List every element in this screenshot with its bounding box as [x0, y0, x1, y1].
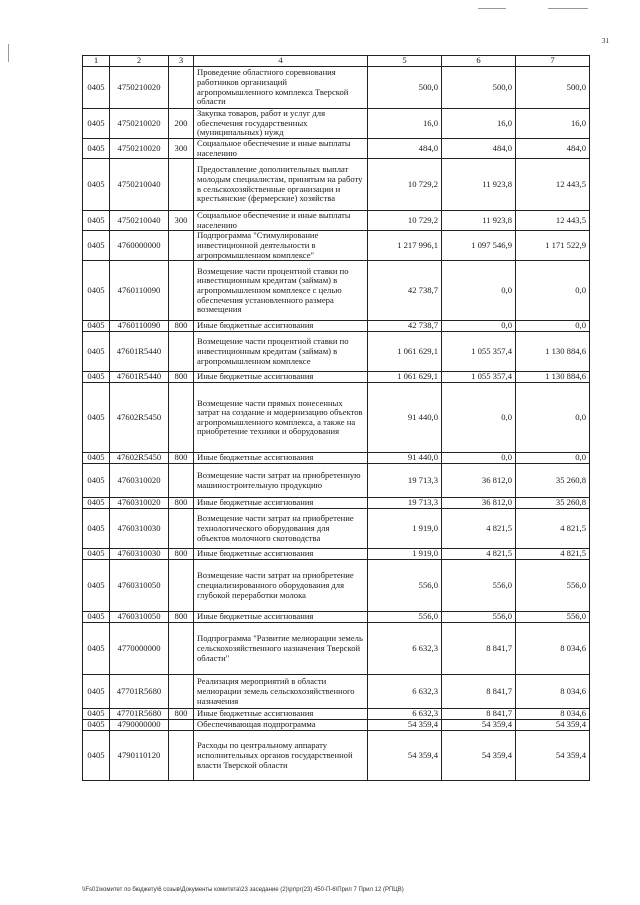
amount-col5: 556,0 — [368, 560, 442, 612]
amount-col7: 12 443,5 — [516, 159, 590, 211]
expense-type-code: 300 — [169, 211, 194, 231]
target-code: 4760310030 — [110, 549, 169, 560]
table-row — [83, 623, 590, 675]
item-name: Возмещение части затрат на приобретенную машиностроительную продукцию — [194, 464, 368, 498]
amount-col7: 484,0 — [516, 138, 590, 158]
amount-col7: 0,0 — [516, 321, 590, 332]
expense-type-code — [169, 332, 194, 372]
amount-col5: 6 632,3 — [368, 675, 442, 709]
amount-col6: 16,0 — [442, 109, 516, 139]
section-code: 0405 — [83, 623, 110, 675]
amount-col6: 0,0 — [442, 383, 516, 453]
budget-table — [82, 55, 590, 781]
item-name: Возмещение части процентной ставки по инвестиционным кредитам (займам) в агропромышленном комплексе — [194, 332, 368, 372]
target-code: 4760110090 — [110, 321, 169, 332]
expense-type-code — [169, 464, 194, 498]
amount-col7: 35 260,8 — [516, 464, 590, 498]
expense-type-code: 800 — [169, 709, 194, 720]
item-name: Реализация мероприятий в области мелиорации земель сельскохозяйственного назначения — [194, 675, 368, 709]
expense-type-code — [169, 231, 194, 261]
item-name: Подпрограмма "Развитие мелиорации земель сельскохозяйственного назначения Тверской области" — [194, 623, 368, 675]
target-code: 4760310020 — [110, 464, 169, 498]
target-code: 4760310020 — [110, 498, 169, 509]
amount-col6: 0,0 — [442, 321, 516, 332]
section-code: 0405 — [83, 560, 110, 612]
section-code: 0405 — [83, 498, 110, 509]
amount-col5: 484,0 — [368, 138, 442, 158]
item-name: Закупка товаров, работ и услуг для обеспечения государственных (муниципальных) нужд — [194, 109, 368, 139]
amount-col5: 1 919,0 — [368, 509, 442, 549]
target-code: 4760000000 — [110, 231, 169, 261]
item-name: Иные бюджетные ассигнования — [194, 453, 368, 464]
table-row — [83, 498, 590, 509]
table-row — [83, 675, 590, 709]
table-row — [83, 560, 590, 612]
item-name: Иные бюджетные ассигнования — [194, 612, 368, 623]
expense-type-code: 200 — [169, 109, 194, 139]
amount-col6: 8 841,7 — [442, 675, 516, 709]
amount-col7: 8 034,6 — [516, 675, 590, 709]
expense-type-code: 800 — [169, 498, 194, 509]
section-code: 0405 — [83, 261, 110, 321]
table-row — [83, 709, 590, 720]
amount-col7: 8 034,6 — [516, 709, 590, 720]
amount-col7: 0,0 — [516, 453, 590, 464]
column-number-row — [83, 56, 590, 67]
page-number: 31 — [602, 37, 609, 45]
table-row — [83, 549, 590, 560]
amount-col7: 8 034,6 — [516, 623, 590, 675]
target-code: 4750210020 — [110, 109, 169, 139]
item-name: Иные бюджетные ассигнования — [194, 709, 368, 720]
table-row — [83, 67, 590, 109]
target-code: 47602R5450 — [110, 383, 169, 453]
amount-col5: 10 729,2 — [368, 159, 442, 211]
amount-col6: 11 923,8 — [442, 159, 516, 211]
section-code: 0405 — [83, 731, 110, 781]
item-name: Иные бюджетные ассигнования — [194, 498, 368, 509]
item-name: Иные бюджетные ассигнования — [194, 372, 368, 383]
expense-type-code — [169, 731, 194, 781]
expense-type-code — [169, 67, 194, 109]
amount-col6: 484,0 — [442, 138, 516, 158]
amount-col5: 91 440,0 — [368, 383, 442, 453]
target-code: 47602R5450 — [110, 453, 169, 464]
amount-col6: 36 812,0 — [442, 464, 516, 498]
expense-type-code — [169, 623, 194, 675]
item-name: Подпрограмма "Стимулирование инвестиционной деятельности в агропромышленном комплексе" — [194, 231, 368, 261]
amount-col5: 19 713,3 — [368, 464, 442, 498]
amount-col5: 10 729,2 — [368, 211, 442, 231]
target-code: 4750210020 — [110, 67, 169, 109]
table-row — [83, 109, 590, 139]
amount-col6: 54 359,4 — [442, 720, 516, 731]
amount-col6: 11 923,8 — [442, 211, 516, 231]
target-code: 4790000000 — [110, 720, 169, 731]
expense-type-code — [169, 261, 194, 321]
amount-col6: 0,0 — [442, 453, 516, 464]
amount-col7: 0,0 — [516, 383, 590, 453]
item-name: Предоставление дополнительных выплат молодым специалистам, принятым на работу в сельскохозяйственные организации и крестьянские (фермерские) хозяйства — [194, 159, 368, 211]
item-name: Возмещение части затрат на приобретение специализированного оборудования для глубокой переработки молока — [194, 560, 368, 612]
table-row — [83, 372, 590, 383]
target-code: 4760310050 — [110, 612, 169, 623]
amount-col7: 500,0 — [516, 67, 590, 109]
amount-col6: 54 359,4 — [442, 731, 516, 781]
amount-col7: 54 359,4 — [516, 720, 590, 731]
amount-col7: 4 821,5 — [516, 509, 590, 549]
file-path-footer: \\Fs01\комитет по бюджету\6 созыв\Документы комитета\23 заседание (2)\pr\pr(23) 450-П-6\Прил 7 Прил 12 (РПЦВ) — [82, 887, 404, 893]
expense-type-code — [169, 383, 194, 453]
target-code: 4760110090 — [110, 261, 169, 321]
item-name: Расходы по центральному аппарату исполнительных органов государственной власти Тверской области — [194, 731, 368, 781]
amount-col5: 1 061 629,1 — [368, 332, 442, 372]
expense-type-code: 800 — [169, 372, 194, 383]
amount-col6: 1 097 546,9 — [442, 231, 516, 261]
amount-col5: 1 919,0 — [368, 549, 442, 560]
expense-type-code: 800 — [169, 453, 194, 464]
section-code: 0405 — [83, 332, 110, 372]
amount-col5: 556,0 — [368, 612, 442, 623]
target-code: 47601R5440 — [110, 372, 169, 383]
target-code: 4770000000 — [110, 623, 169, 675]
item-name: Возмещение части процентной ставки по инвестиционным кредитам (займам) в агропромышленном комплексе с целью обеспечения установленного размера возмещения — [194, 261, 368, 321]
scan-mark — [8, 44, 9, 62]
section-code: 0405 — [83, 720, 110, 731]
amount-col7: 1 130 884,6 — [516, 332, 590, 372]
section-code: 0405 — [83, 372, 110, 383]
item-name: Иные бюджетные ассигнования — [194, 549, 368, 560]
expense-type-code — [169, 560, 194, 612]
amount-col6: 4 821,5 — [442, 509, 516, 549]
target-code: 4750210040 — [110, 211, 169, 231]
section-code: 0405 — [83, 453, 110, 464]
section-code: 0405 — [83, 549, 110, 560]
section-code: 0405 — [83, 321, 110, 332]
item-name: Иные бюджетные ассигнования — [194, 321, 368, 332]
amount-col7: 556,0 — [516, 560, 590, 612]
target-code: 4760310030 — [110, 509, 169, 549]
amount-col5: 1 217 996,1 — [368, 231, 442, 261]
section-code: 0405 — [83, 231, 110, 261]
expense-type-code — [169, 720, 194, 731]
amount-col5: 16,0 — [368, 109, 442, 139]
amount-col7: 0,0 — [516, 261, 590, 321]
amount-col5: 54 359,4 — [368, 731, 442, 781]
amount-col7: 12 443,5 — [516, 211, 590, 231]
amount-col6: 556,0 — [442, 560, 516, 612]
table-row — [83, 612, 590, 623]
amount-col6: 500,0 — [442, 67, 516, 109]
item-name: Социальное обеспечение и иные выплаты населению — [194, 138, 368, 158]
item-name: Социальное обеспечение и иные выплаты населению — [194, 211, 368, 231]
amount-col5: 6 632,3 — [368, 709, 442, 720]
expense-type-code — [169, 509, 194, 549]
column-number: 2 — [110, 56, 169, 67]
section-code: 0405 — [83, 138, 110, 158]
table-row — [83, 159, 590, 211]
amount-col7: 16,0 — [516, 109, 590, 139]
amount-col6: 8 841,7 — [442, 709, 516, 720]
table-row — [83, 453, 590, 464]
amount-col7: 54 359,4 — [516, 731, 590, 781]
amount-col6: 1 055 357,4 — [442, 332, 516, 372]
section-code: 0405 — [83, 612, 110, 623]
scan-mark — [548, 8, 588, 9]
amount-col5: 1 061 629,1 — [368, 372, 442, 383]
amount-col5: 42 738,7 — [368, 321, 442, 332]
amount-col6: 0,0 — [442, 261, 516, 321]
amount-col5: 19 713,3 — [368, 498, 442, 509]
target-code: 4760310050 — [110, 560, 169, 612]
column-number: 7 — [516, 56, 590, 67]
table-row — [83, 509, 590, 549]
column-number: 6 — [442, 56, 516, 67]
scan-mark — [478, 8, 506, 9]
target-code: 47701R5680 — [110, 709, 169, 720]
section-code: 0405 — [83, 675, 110, 709]
item-name: Проведение областного соревнования работников организаций агропромышленного комплекса Тверской области — [194, 67, 368, 109]
column-number: 3 — [169, 56, 194, 67]
section-code: 0405 — [83, 159, 110, 211]
table-row — [83, 383, 590, 453]
table-row — [83, 138, 590, 158]
section-code: 0405 — [83, 383, 110, 453]
table-row — [83, 211, 590, 231]
section-code: 0405 — [83, 67, 110, 109]
section-code: 0405 — [83, 709, 110, 720]
amount-col6: 8 841,7 — [442, 623, 516, 675]
amount-col5: 500,0 — [368, 67, 442, 109]
column-number: 1 — [83, 56, 110, 67]
amount-col5: 91 440,0 — [368, 453, 442, 464]
section-code: 0405 — [83, 509, 110, 549]
target-code: 47701R5680 — [110, 675, 169, 709]
target-code: 47601R5440 — [110, 332, 169, 372]
item-name: Обеспечивающая подпрограмма — [194, 720, 368, 731]
amount-col6: 36 812,0 — [442, 498, 516, 509]
target-code: 4790110120 — [110, 731, 169, 781]
amount-col7: 1 130 884,6 — [516, 372, 590, 383]
column-number: 4 — [194, 56, 368, 67]
item-name: Возмещение части прямых понесенных затрат на создание и модернизацию объектов агропромышленного комплекса, а также на приобретение техники и оборудования — [194, 383, 368, 453]
item-name: Возмещение части затрат на приобретение технологического оборудования для объектов молочного скотоводства — [194, 509, 368, 549]
target-code: 4750210040 — [110, 159, 169, 211]
table-row — [83, 464, 590, 498]
expense-type-code: 300 — [169, 138, 194, 158]
section-code: 0405 — [83, 109, 110, 139]
amount-col5: 6 632,3 — [368, 623, 442, 675]
amount-col7: 556,0 — [516, 612, 590, 623]
table-row — [83, 231, 590, 261]
section-code: 0405 — [83, 211, 110, 231]
table-row — [83, 720, 590, 731]
amount-col7: 1 171 522,9 — [516, 231, 590, 261]
amount-col6: 1 055 357,4 — [442, 372, 516, 383]
amount-col6: 556,0 — [442, 612, 516, 623]
table-row — [83, 321, 590, 332]
amount-col5: 42 738,7 — [368, 261, 442, 321]
table-row — [83, 731, 590, 781]
amount-col7: 4 821,5 — [516, 549, 590, 560]
expense-type-code: 800 — [169, 612, 194, 623]
expense-type-code — [169, 159, 194, 211]
expense-type-code — [169, 675, 194, 709]
table-row — [83, 261, 590, 321]
table-row — [83, 332, 590, 372]
column-number: 5 — [368, 56, 442, 67]
amount-col5: 54 359,4 — [368, 720, 442, 731]
target-code: 4750210020 — [110, 138, 169, 158]
amount-col6: 4 821,5 — [442, 549, 516, 560]
expense-type-code: 800 — [169, 321, 194, 332]
amount-col7: 35 260,8 — [516, 498, 590, 509]
expense-type-code: 800 — [169, 549, 194, 560]
section-code: 0405 — [83, 464, 110, 498]
